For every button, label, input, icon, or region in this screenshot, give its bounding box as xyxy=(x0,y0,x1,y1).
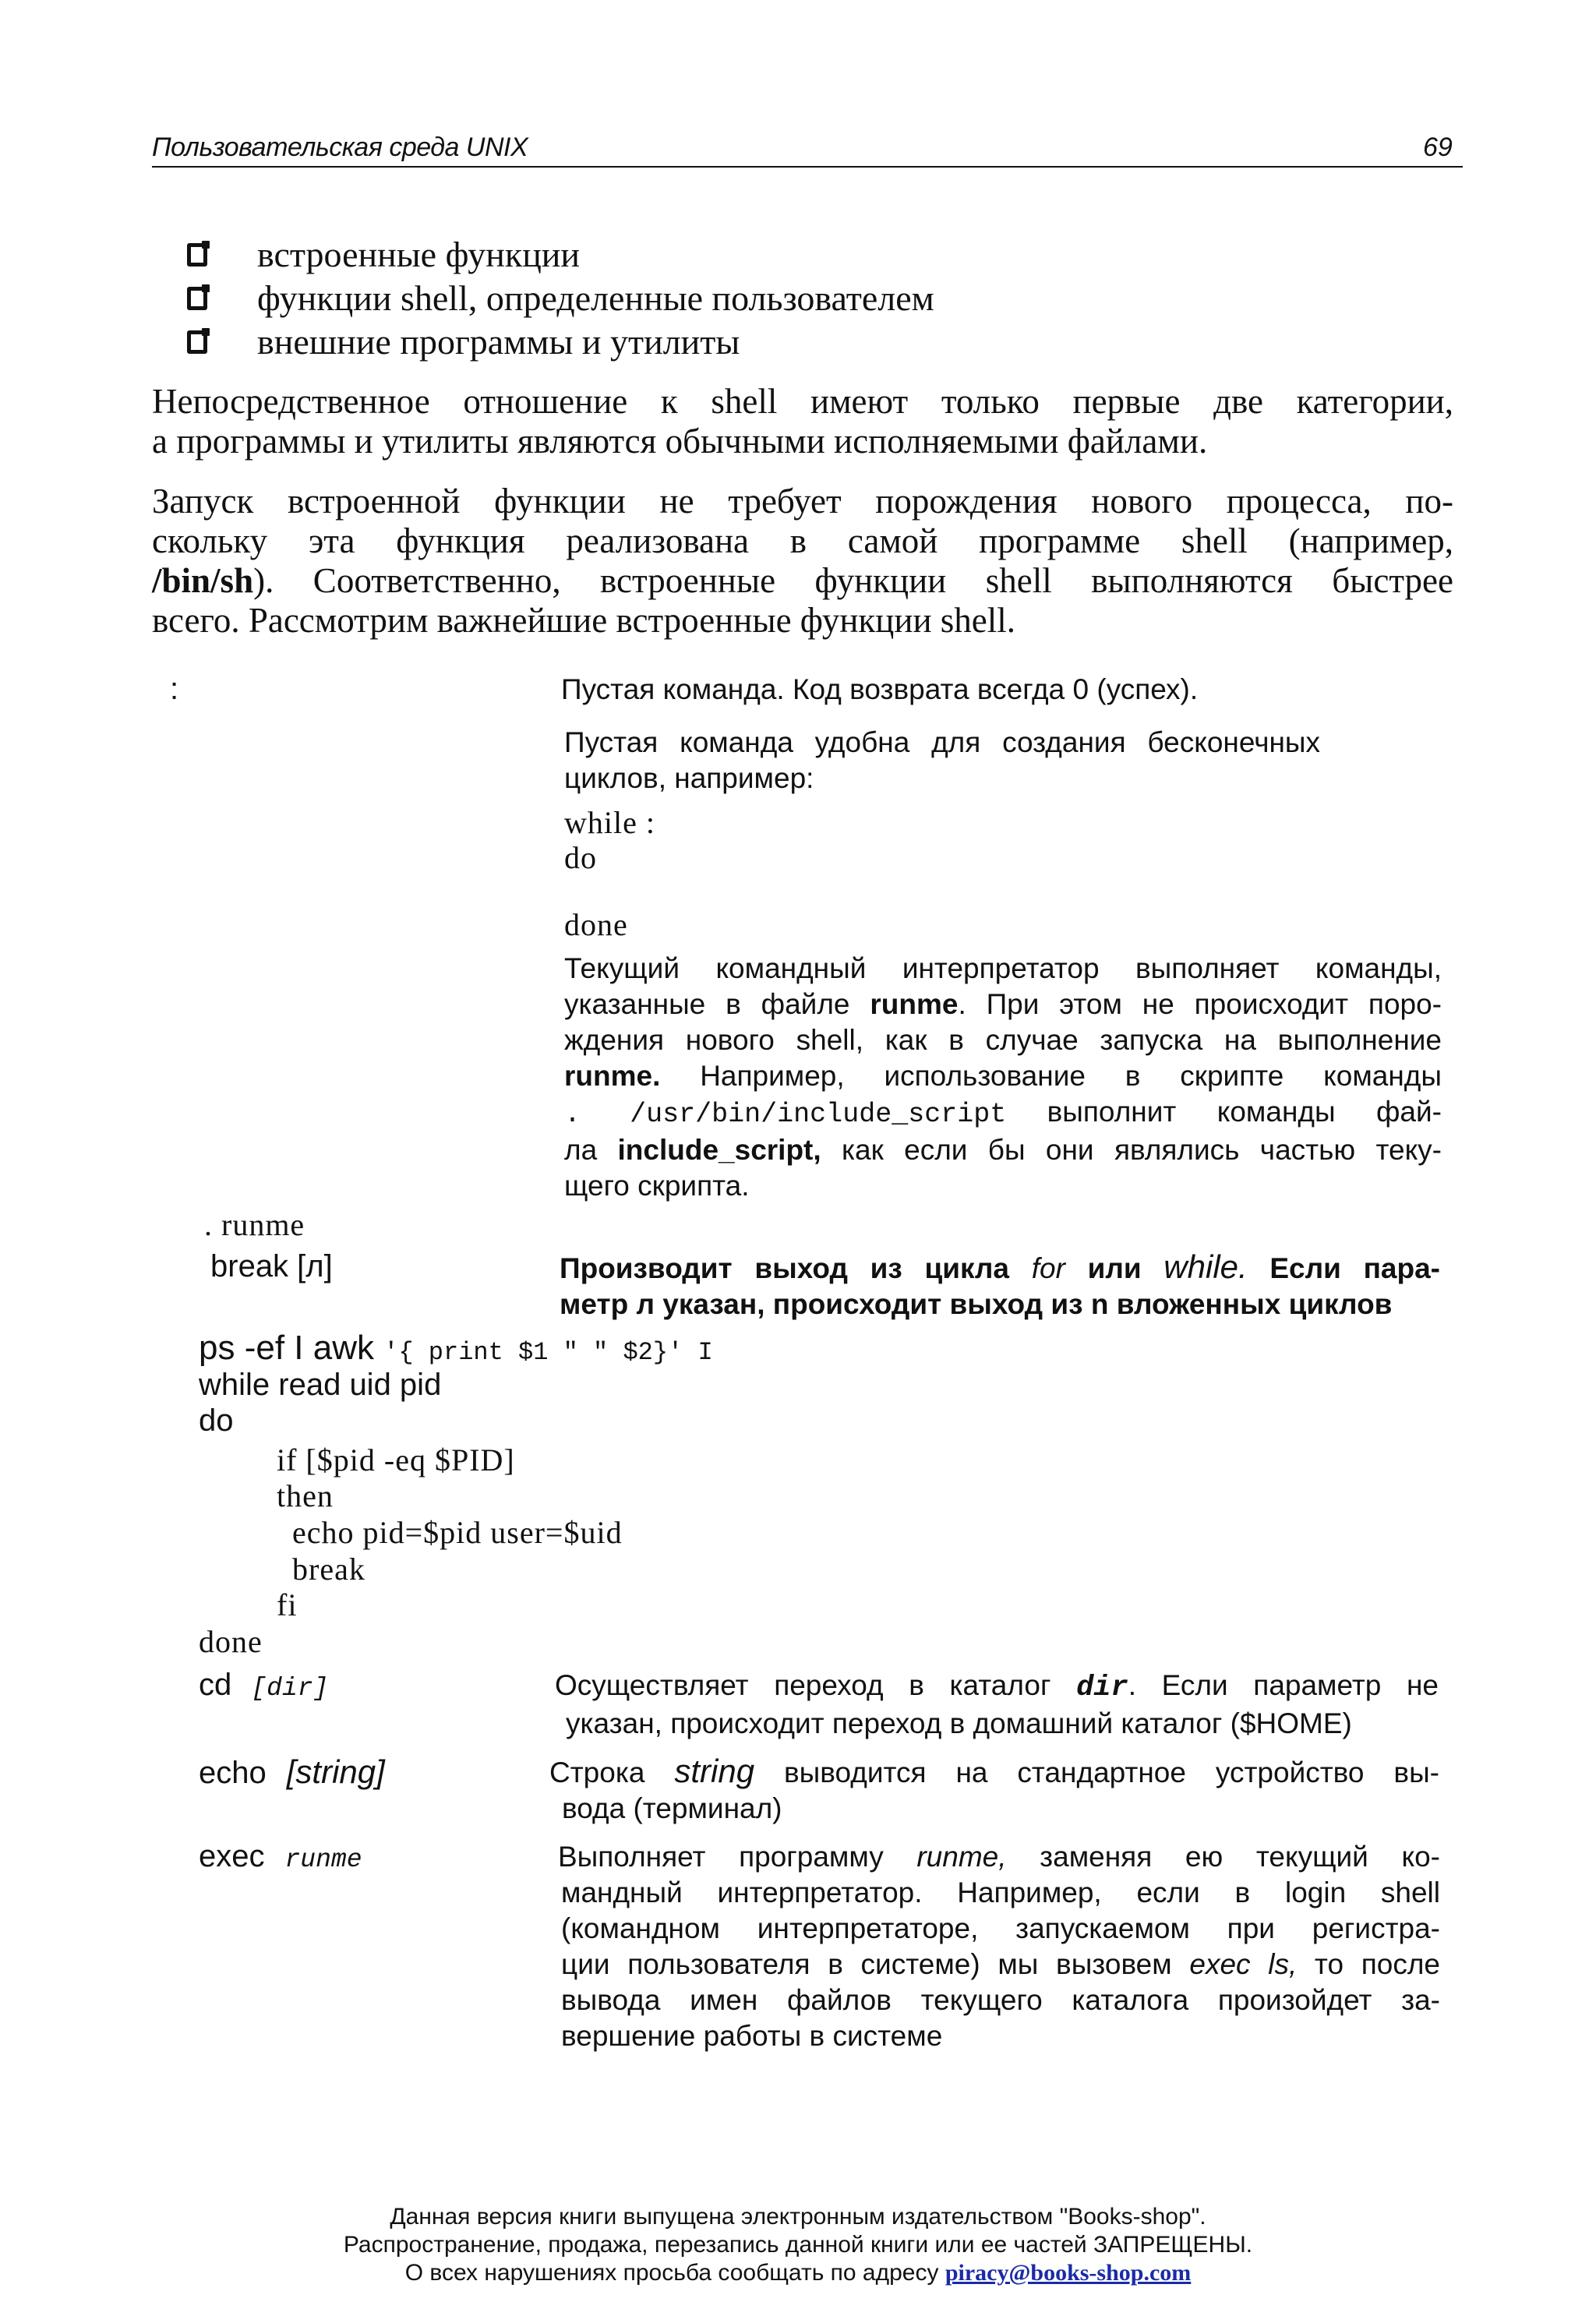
colon-description: Пустая команда. Код возврата всегда 0 (успех). xyxy=(561,673,1199,705)
paragraph-line: /bin/sh). Соответственно, встроенные функции shell выполняются быстрее xyxy=(152,561,1453,600)
footer-line: Данная версия книги выпущена электронным издательством "Books-shop". xyxy=(390,2204,1206,2230)
checkbox-bullet-icon xyxy=(187,243,207,267)
term-exec: exec runme xyxy=(199,1839,362,1874)
script-line: ps -ef I awk '{ print $1 " " $2}' I xyxy=(199,1329,713,1367)
term-colon: : xyxy=(170,672,179,706)
break-description: Производит выход из цикла for или while. Если пара- метр л указан, происходит выход из n вложенных циклов xyxy=(560,1248,1441,1320)
bullet-text: функции shell, определенные пользователем xyxy=(257,278,934,318)
piracy-email-link[interactable]: piracy@books-shop.com xyxy=(945,2260,1192,2286)
cd-description: Осуществляет переход в каталог dir. Если параметр не указан, происходит переход в домашний каталог ($HOME) xyxy=(555,1669,1439,1739)
paragraph-line: а программы и утилиты являются обычными исполняемыми файлами. xyxy=(152,422,1208,461)
footer-line: О всех нарушениях просьба сообщать по адресу piracy@books-shop.com xyxy=(404,2260,1192,2286)
bullet-text: внешние программы и утилиты xyxy=(257,322,740,362)
script-line: while read uid pid xyxy=(199,1368,442,1402)
script-line: break xyxy=(292,1552,365,1587)
exec-description: Выполняет программу runme, заменяя ею текущий ко- мандный интерпретатор. Например, если в login shell (командном интерпретаторе, запускаемом при регистра- ции пользователя в системе) мы вызовем exec ls, то после вывода имен файлов текущего каталога произойдет за- вершение работы в системе xyxy=(558,1841,1440,2052)
script-line: if [$pid -eq $PID] xyxy=(277,1442,515,1478)
paragraph-line: всего. Рассмотрим важнейшие встроенные функции shell. xyxy=(152,601,1016,640)
paragraph xyxy=(152,482,1453,641)
code-line: while : xyxy=(564,805,655,840)
path-bold: /bin/sh xyxy=(152,561,254,600)
paragraph-line: Непосредственное отношение к shell имеют только первые две категории, xyxy=(152,382,1453,421)
bullet-item xyxy=(187,321,740,362)
script-line: done xyxy=(199,1624,263,1659)
bullet-item xyxy=(187,234,580,275)
paragraph-line: скольку эта функция реализована в самой программе shell (например, xyxy=(152,521,1453,560)
page-number: 69 xyxy=(1423,132,1453,162)
term-echo: echo [string] xyxy=(199,1753,385,1790)
dot-description: Текущий командный интерпретатор выполняет команды, указанные в файле runme. При этом не происходит поро- ждения нового shell, как в случае запуска на выполнение runme. Например, использование в скрипте команды . /usr/bin/include_script выполнит команды фай- ла include_script, как если бы они являлись частью теку- щего скрипта. xyxy=(564,952,1442,1202)
term-dot-runme: . runme xyxy=(204,1207,305,1242)
bullet-item xyxy=(187,277,934,319)
footer-line: Распространение, продажа, перезапись данной книги или ее частей ЗАПРЕЩЕНЫ. xyxy=(343,2232,1253,2258)
term-break: break [л] xyxy=(210,1249,333,1283)
checkbox-bullet-icon xyxy=(187,330,207,354)
running-header-title: Пользовательская среда UNIX xyxy=(152,132,528,162)
script-line: fi xyxy=(277,1587,298,1622)
echo-description: Строка string выводится на стандартное устройство вы- вода (терминал) xyxy=(549,1753,1440,1824)
colon-note: Пустая команда удобна для создания бесконечных циклов, например: xyxy=(564,726,1320,794)
term-cd: cd [dir] xyxy=(199,1668,329,1703)
checkbox-bullet-icon xyxy=(187,287,207,310)
paragraph xyxy=(152,382,1453,461)
code-line: do xyxy=(564,840,597,875)
paragraph-line: Запуск встроенной функции не требует порождения нового процесса, по- xyxy=(152,482,1453,521)
script-line: then xyxy=(277,1478,334,1513)
code-line: done xyxy=(564,907,628,942)
header-rule xyxy=(152,166,1463,168)
script-line: echo pid=$pid user=$uid xyxy=(292,1515,623,1550)
bullet-text: встроенные функции xyxy=(257,235,581,274)
script-line: do xyxy=(199,1403,234,1438)
